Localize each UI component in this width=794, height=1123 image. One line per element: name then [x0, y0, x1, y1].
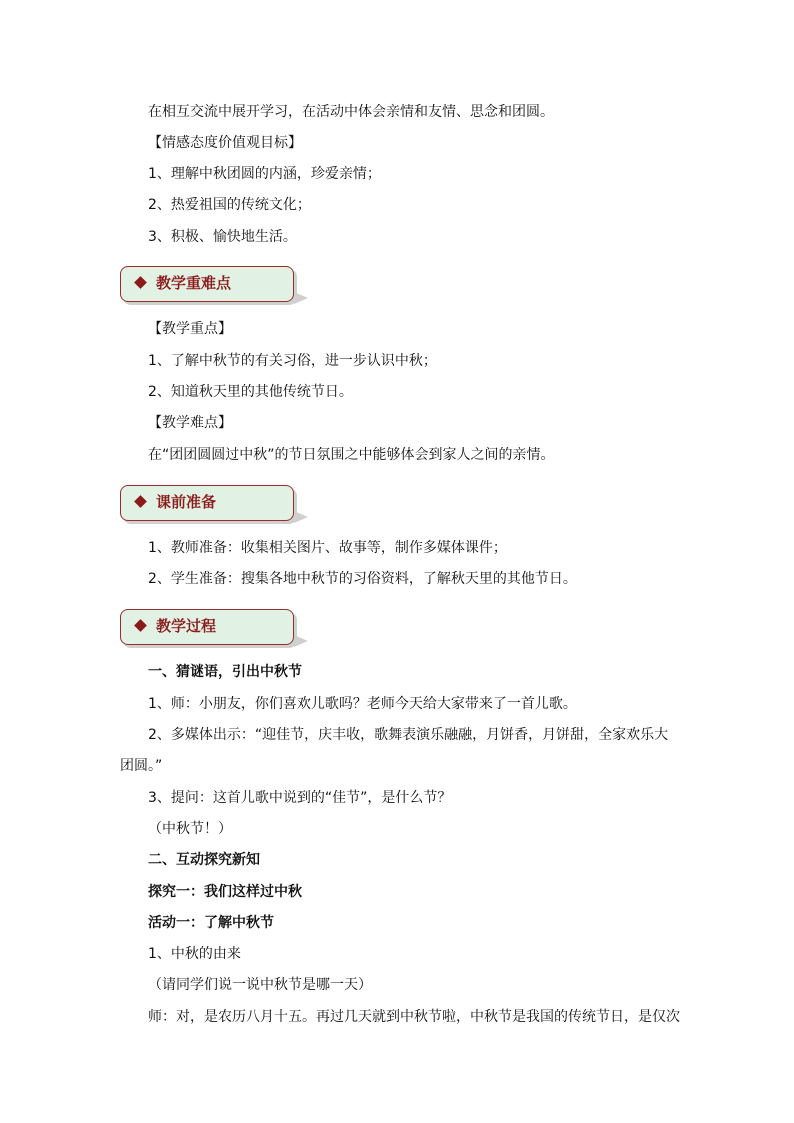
- list-item-continuation: 团圆。”: [120, 758, 163, 774]
- answer-text: （中秋节！）: [148, 821, 232, 837]
- list-item: 3、提问：这首儿歌中说到的“佳节”，是什么节？: [148, 790, 452, 806]
- section-title: 教学重难点: [156, 274, 232, 292]
- section-header-shadow: [294, 511, 308, 523]
- list-item: 1、中秋的由来: [148, 946, 241, 962]
- list-item: 1、理解中秋团圆的内涵，珍爱亲情；: [148, 166, 381, 182]
- section-header-shadow: [294, 635, 308, 647]
- subheading: 【情感态度价值观目标】: [148, 135, 302, 151]
- subheading: 探究一：我们这样过中秋: [148, 884, 302, 900]
- list-item: 3、积极、愉快地生活。: [148, 229, 297, 245]
- list-item: 2、热爱祖国的传统文化；: [148, 197, 311, 213]
- section-header-shadow: [294, 292, 308, 304]
- paragraph-text: （请同学们说一说中秋节是哪一天）: [148, 977, 372, 993]
- subheading: 【教学重点】: [148, 321, 232, 337]
- list-item: 2、学生准备：搜集各地中秋节的习俗资料，了解秋天里的其他节日。: [148, 571, 577, 587]
- subheading: 一、猜谜语，引出中秋节: [148, 664, 302, 680]
- section-header-preparation: [120, 485, 294, 521]
- section-title: 教学过程: [156, 617, 217, 635]
- section-header-process: [120, 609, 294, 645]
- section-title: 课前准备: [156, 493, 217, 511]
- paragraph-text: 在相互交流中展开学习，在活动中体会亲情和友情、思念和团圆。: [148, 104, 554, 120]
- list-item: 1、教师准备：收集相关图片、故事等，制作多媒体课件；: [148, 540, 507, 556]
- list-item: 1、了解中秋节的有关习俗，进一步认识中秋；: [148, 353, 437, 369]
- section-header-difficulty: [120, 266, 294, 302]
- list-item: 2、多媒体出示：“迎佳节，庆丰收，歌舞表演乐融融，月饼香，月饼甜，全家欢乐大: [148, 727, 669, 743]
- paragraph-text: 师：对，是农历八月十五。再过几天就到中秋节啦，中秋节是我国的传统节日，是仅次: [148, 1009, 680, 1025]
- subheading: 二、互动探究新知: [148, 852, 260, 868]
- subheading: 【教学难点】: [148, 415, 232, 431]
- list-item: 1、师：小朋友，你们喜欢儿歌吗？老师今天给大家带来了一首儿歌。: [148, 696, 577, 712]
- list-item: 2、知道秋天里的其他传统节日。: [148, 384, 353, 400]
- paragraph-text: 在“团团圆圆过中秋”的节日氛围之中能够体会到家人之间的亲情。: [148, 447, 555, 463]
- subheading: 活动一：了解中秋节: [148, 915, 274, 931]
